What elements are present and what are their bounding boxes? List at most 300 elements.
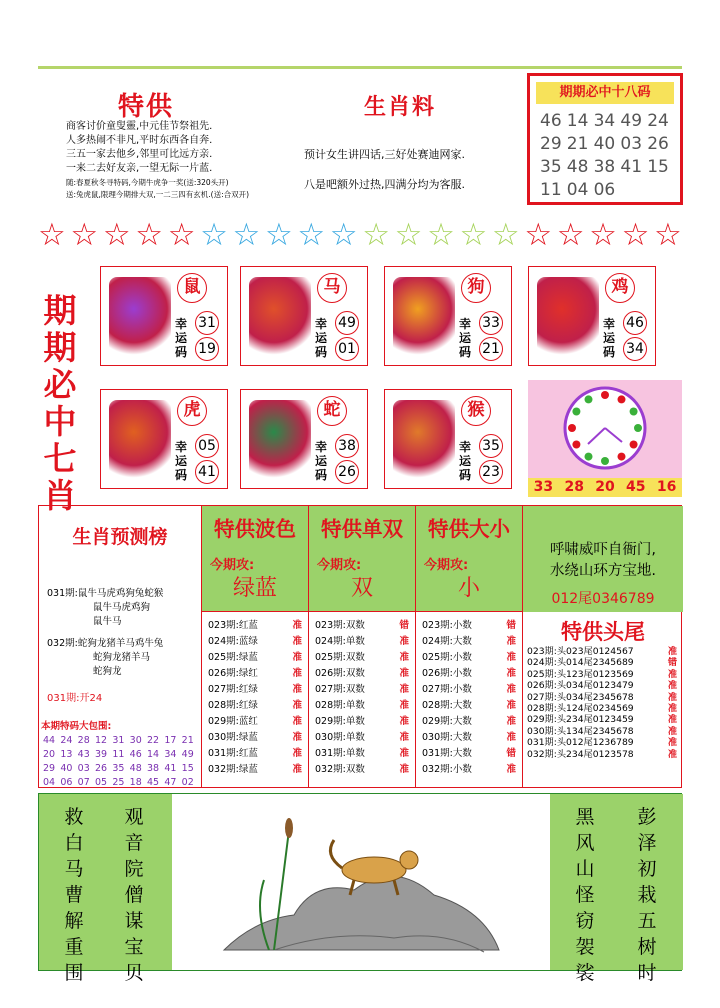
danshuang-row bbox=[315, 730, 415, 746]
forecast-table bbox=[38, 505, 682, 788]
bose-attack-label: 今期攻: bbox=[210, 558, 255, 573]
clock-dot bbox=[601, 457, 609, 465]
row-period: 029期: bbox=[422, 716, 453, 727]
predict-line: 031期:鼠牛马虎鸡狗兔蛇猴 bbox=[47, 588, 164, 599]
lucky-label: 幸运码 bbox=[175, 440, 188, 482]
star-icon: ☆ bbox=[654, 217, 682, 253]
daxiao-row bbox=[422, 698, 522, 714]
bigbag-number: 41 bbox=[164, 763, 177, 774]
row-result: 准 bbox=[506, 764, 516, 775]
lucky-number: 41 bbox=[195, 460, 219, 484]
zodiac-card bbox=[240, 266, 368, 366]
bose-row bbox=[208, 618, 308, 634]
lucky-number: 38 bbox=[335, 434, 359, 458]
eighteen-codes-title: 期期必中十八码 bbox=[536, 82, 674, 104]
left-poem-col1: 救白马曹解重围 bbox=[64, 806, 84, 984]
row-value: 小数 bbox=[452, 620, 472, 631]
row-value: 头034尾0123479 bbox=[556, 680, 634, 692]
note-line: 随:春夏秋冬寻特码,今期牛虎争一奖(送:320头开) bbox=[66, 178, 229, 187]
code-number: 35 bbox=[540, 157, 562, 177]
predict-line: 鼠牛马虎鸡狗 bbox=[93, 602, 151, 613]
row-period: 028期: bbox=[422, 700, 453, 711]
row-value: 大数 bbox=[452, 716, 472, 727]
eighteen-codes-grid bbox=[530, 104, 680, 202]
row-result: 准 bbox=[399, 732, 409, 743]
zodiac-card bbox=[384, 389, 512, 489]
row-value: 双数 bbox=[345, 620, 365, 631]
row-result: 准 bbox=[399, 716, 409, 727]
row-period: 023期: bbox=[422, 620, 453, 631]
zodiac-name: 鼠 bbox=[177, 273, 207, 303]
bose-row bbox=[208, 762, 308, 778]
row-value: 绿蓝 bbox=[238, 764, 258, 775]
row-result: 准 bbox=[667, 668, 677, 680]
star-icon: ☆ bbox=[102, 217, 131, 253]
row-period: 030期: bbox=[422, 732, 453, 743]
row-value: 头014尾2345689 bbox=[556, 657, 634, 669]
code-number: 03 bbox=[620, 134, 643, 154]
toutail-rows bbox=[523, 646, 683, 760]
code-number: 38 bbox=[593, 157, 616, 177]
toutail-row bbox=[527, 680, 683, 691]
row-period: 029期: bbox=[527, 714, 557, 726]
row-period: 025期: bbox=[315, 652, 346, 663]
tegong-title: 特供 bbox=[118, 92, 175, 122]
clock-dot bbox=[572, 408, 580, 416]
row-value: 红绿 bbox=[238, 700, 258, 711]
row-value: 双数 bbox=[345, 684, 365, 695]
code-number: 24 bbox=[647, 111, 669, 131]
row-period: 027期: bbox=[315, 684, 346, 695]
zodiac-card bbox=[384, 266, 512, 366]
toutail-row bbox=[527, 692, 683, 703]
row-period: 023期: bbox=[315, 620, 346, 631]
row-result: 准 bbox=[506, 652, 516, 663]
star-icon: ☆ bbox=[167, 217, 196, 253]
row-result: 准 bbox=[292, 668, 302, 679]
bose-row bbox=[208, 746, 308, 762]
row-result: 错 bbox=[667, 657, 677, 669]
clock-icon bbox=[528, 380, 682, 478]
bigbag-number: 44 bbox=[43, 735, 56, 746]
row-period: 025期: bbox=[422, 652, 453, 663]
row-result: 错 bbox=[399, 620, 409, 631]
row-value: 单数 bbox=[345, 748, 365, 759]
row-period: 028期: bbox=[208, 700, 239, 711]
row-period: 026期: bbox=[422, 668, 453, 679]
row-value: 双数 bbox=[345, 668, 365, 679]
row-value: 单数 bbox=[345, 732, 365, 743]
toutail-column bbox=[523, 506, 683, 787]
toutail-row bbox=[527, 669, 683, 680]
danshuang-header-cell bbox=[309, 506, 415, 612]
lucky-label: 幸运码 bbox=[459, 317, 472, 359]
row-result: 准 bbox=[667, 748, 677, 760]
danshuang-row bbox=[315, 682, 415, 698]
code-number: 48 bbox=[566, 157, 589, 177]
tegong-poem bbox=[66, 120, 286, 176]
row-value: 蓝红 bbox=[238, 716, 258, 727]
row-result: 准 bbox=[399, 652, 409, 663]
tegong-notes bbox=[66, 177, 326, 201]
zodiac-papercut-image bbox=[537, 277, 599, 357]
star-icon: ☆ bbox=[394, 217, 423, 253]
row-period: 023期: bbox=[208, 620, 239, 631]
row-result: 准 bbox=[292, 684, 302, 695]
predict-031 bbox=[39, 587, 201, 629]
row-period: 031期: bbox=[315, 748, 346, 759]
code-number: 34 bbox=[593, 111, 616, 131]
danshuang-attack-label: 今期攻: bbox=[317, 558, 362, 573]
zodiac-papercut-image bbox=[249, 277, 311, 357]
bigbag-grid bbox=[39, 732, 201, 790]
bose-row bbox=[208, 650, 308, 666]
row-value: 单数 bbox=[345, 636, 365, 647]
left-poem bbox=[39, 794, 172, 984]
bose-row bbox=[208, 730, 308, 746]
bigbag-number: 12 bbox=[95, 735, 108, 746]
clock-dot bbox=[585, 395, 593, 403]
bose-row bbox=[208, 682, 308, 698]
lucky-number: 05 bbox=[195, 434, 219, 458]
daxiao-row bbox=[422, 618, 522, 634]
clock-dot bbox=[568, 424, 576, 432]
bigbag-number: 47 bbox=[164, 777, 177, 788]
clock-dot bbox=[618, 395, 626, 403]
row-value: 头034尾2345678 bbox=[556, 691, 634, 703]
row-result: 准 bbox=[667, 737, 677, 749]
toutail-row bbox=[527, 749, 683, 760]
row-value: 头234尾0123459 bbox=[556, 714, 634, 726]
toutail-row bbox=[527, 646, 683, 657]
row-period: 032期: bbox=[208, 764, 239, 775]
danshuang-row bbox=[315, 746, 415, 762]
right-poem bbox=[550, 794, 683, 984]
danshuang-row bbox=[315, 650, 415, 666]
row-result: 准 bbox=[506, 716, 516, 727]
lucky-number: 31 bbox=[195, 311, 219, 335]
predict-line: 032期:蛇狗龙猪羊马鸡牛兔 bbox=[47, 638, 164, 649]
row-period: 030期: bbox=[527, 725, 557, 737]
row-result: 错 bbox=[506, 748, 516, 759]
row-result: 准 bbox=[292, 748, 302, 759]
daxiao-row bbox=[422, 714, 522, 730]
bigbag-number: 06 bbox=[60, 777, 73, 788]
row-value: 红绿 bbox=[238, 684, 258, 695]
bigbag-number: 22 bbox=[147, 735, 160, 746]
bigbag-number: 11 bbox=[112, 749, 125, 760]
row-result: 准 bbox=[506, 684, 516, 695]
star-icon: ☆ bbox=[589, 217, 617, 253]
row-value: 小数 bbox=[452, 652, 472, 663]
predict-title: 生肖预测榜 bbox=[72, 526, 168, 548]
lucky-number: 34 bbox=[623, 337, 647, 361]
bigbag-number: 34 bbox=[164, 749, 177, 760]
code-number: 14 bbox=[566, 111, 589, 131]
row-result: 准 bbox=[667, 691, 677, 703]
bose-rows bbox=[202, 612, 308, 778]
predict-open: 031期:开24 bbox=[47, 693, 103, 704]
daxiao-row bbox=[422, 730, 522, 746]
star-icon: ☆ bbox=[264, 217, 293, 253]
zodiac-papercut-image bbox=[393, 400, 455, 480]
clock-numbers bbox=[528, 478, 682, 497]
daxiao-row bbox=[422, 634, 522, 650]
clock-dot bbox=[572, 441, 580, 449]
note-line: 送:兔虎鼠,限理今期排大双,一二三四有玄机.(送:合双开) bbox=[66, 190, 250, 199]
zodiac-card bbox=[100, 389, 228, 489]
poem-line: 呼啸威吓自衙门, bbox=[549, 542, 657, 558]
star-icon: ☆ bbox=[491, 217, 520, 253]
predict-line: 蛇狗龙 bbox=[93, 666, 122, 677]
danshuang-row bbox=[315, 762, 415, 778]
bigbag-number: 03 bbox=[77, 763, 90, 774]
row-result: 准 bbox=[667, 680, 677, 692]
seven-zodiac-title bbox=[38, 292, 82, 514]
row-period: 032期: bbox=[422, 764, 453, 775]
bigbag-number: 28 bbox=[77, 735, 90, 746]
row-result: 准 bbox=[506, 668, 516, 679]
zodiac-name: 蛇 bbox=[317, 396, 347, 426]
bigbag-number: 49 bbox=[181, 749, 194, 760]
lucky-number: 35 bbox=[479, 434, 503, 458]
row-value: 小数 bbox=[452, 764, 472, 775]
bose-row bbox=[208, 666, 308, 682]
toutail-row bbox=[527, 714, 683, 725]
row-result: 准 bbox=[667, 646, 677, 657]
daxiao-row bbox=[422, 666, 522, 682]
daxiao-rows bbox=[416, 612, 522, 778]
lucky-number: 21 bbox=[479, 337, 503, 361]
poem-line: 三五一家去他乡,邻里可比远方亲. bbox=[66, 149, 213, 160]
code-number: 21 bbox=[566, 134, 589, 154]
row-period: 027期: bbox=[208, 684, 239, 695]
row-value: 红蓝 bbox=[238, 620, 258, 631]
top-divider bbox=[38, 66, 682, 69]
code-number: 06 bbox=[593, 180, 616, 200]
danshuang-row bbox=[315, 618, 415, 634]
row-period: 031期: bbox=[208, 748, 239, 759]
bose-row bbox=[208, 714, 308, 730]
row-value: 大数 bbox=[452, 700, 472, 711]
right-poem-col1: 黑风山怪窃袈裟 bbox=[575, 806, 595, 984]
row-result: 准 bbox=[292, 764, 302, 775]
zodiac-name: 虎 bbox=[177, 396, 207, 426]
bigbag-number: 31 bbox=[112, 735, 125, 746]
row-value: 绿红 bbox=[238, 668, 258, 679]
bigbag-number: 05 bbox=[95, 777, 108, 788]
bigbag-number: 38 bbox=[147, 763, 160, 774]
clock-dot bbox=[630, 408, 638, 416]
lucky-number: 46 bbox=[623, 311, 647, 335]
bigbag-title: 本期特码大包围: bbox=[41, 721, 112, 732]
poem-line: 水绕山环方宝地. bbox=[549, 563, 657, 579]
row-value: 头123尾0123569 bbox=[556, 668, 634, 680]
tail-codes: 012尾0346789 bbox=[551, 591, 655, 607]
row-value: 大数 bbox=[452, 732, 472, 743]
star-row bbox=[38, 218, 682, 252]
lucky-number: 33 bbox=[479, 311, 503, 335]
row-result: 准 bbox=[667, 714, 677, 726]
clock-dot bbox=[634, 424, 642, 432]
bigbag-number: 29 bbox=[43, 763, 56, 774]
row-period: 023期: bbox=[527, 646, 557, 657]
danshuang-row bbox=[315, 714, 415, 730]
row-value: 小数 bbox=[452, 668, 472, 679]
star-icon: ☆ bbox=[297, 217, 326, 253]
lucky-label: 幸运码 bbox=[315, 440, 328, 482]
bigbag-number: 24 bbox=[60, 735, 73, 746]
predict-line: 鼠牛马 bbox=[93, 616, 122, 627]
bigbag-number: 26 bbox=[95, 763, 108, 774]
bigbag-number: 17 bbox=[164, 735, 177, 746]
row-result: 准 bbox=[506, 732, 516, 743]
right-poem-col2: 彭泽初栽五树时 bbox=[637, 806, 657, 984]
row-result: 准 bbox=[399, 668, 409, 679]
row-period: 032期: bbox=[527, 748, 557, 760]
shengxiao-title: 生肖料 bbox=[364, 95, 437, 120]
bigbag-number: 35 bbox=[112, 763, 125, 774]
row-value: 大数 bbox=[452, 636, 472, 647]
row-period: 027期: bbox=[527, 691, 557, 703]
bigbag-number: 04 bbox=[43, 777, 56, 788]
bose-row bbox=[208, 698, 308, 714]
zodiac-card bbox=[100, 266, 228, 366]
bigbag-number: 14 bbox=[147, 749, 160, 760]
danshuang-attack-value: 双 bbox=[350, 576, 373, 601]
daxiao-title: 特供大小 bbox=[428, 517, 510, 541]
row-period: 029期: bbox=[315, 716, 346, 727]
row-result: 准 bbox=[667, 703, 677, 715]
row-value: 双数 bbox=[345, 652, 365, 663]
poem-line: 人多热闹不非凡,平时东西各自奔. bbox=[66, 135, 213, 146]
row-value: 小数 bbox=[452, 684, 472, 695]
bigbag-number: 21 bbox=[181, 735, 194, 746]
row-period: 024期: bbox=[208, 636, 239, 647]
lucky-label: 幸运码 bbox=[459, 440, 472, 482]
bottom-panel bbox=[38, 793, 682, 984]
code-number: 11 bbox=[540, 180, 562, 200]
row-period: 031期: bbox=[527, 737, 557, 749]
bose-column bbox=[202, 506, 309, 787]
bose-header-cell bbox=[202, 506, 308, 612]
row-value: 单数 bbox=[345, 700, 365, 711]
row-value: 绿蓝 bbox=[238, 652, 258, 663]
row-period: 026期: bbox=[527, 680, 557, 692]
clock-dot bbox=[630, 441, 638, 449]
zodiac-name: 狗 bbox=[461, 273, 491, 303]
row-period: 030期: bbox=[315, 732, 346, 743]
row-result: 准 bbox=[292, 652, 302, 663]
leopard-rock-illustration bbox=[214, 800, 504, 964]
lucky-number: 26 bbox=[335, 460, 359, 484]
row-period: 025期: bbox=[208, 652, 239, 663]
row-period: 028期: bbox=[527, 703, 557, 715]
clock-number: 20 bbox=[595, 479, 615, 495]
daxiao-attack-value: 小 bbox=[457, 576, 480, 601]
row-value: 绿蓝 bbox=[238, 732, 258, 743]
star-icon: ☆ bbox=[621, 217, 650, 253]
row-period: 025期: bbox=[527, 668, 557, 680]
row-value: 单数 bbox=[345, 716, 365, 727]
row-result: 准 bbox=[292, 716, 302, 727]
bigbag-number: 39 bbox=[95, 749, 108, 760]
lucky-label: 幸运码 bbox=[603, 317, 616, 359]
row-period: 030期: bbox=[208, 732, 239, 743]
row-period: 028期: bbox=[315, 700, 346, 711]
bigbag-number: 07 bbox=[77, 777, 90, 788]
row-period: 032期: bbox=[315, 764, 346, 775]
predict-032 bbox=[39, 637, 201, 679]
bigbag-number: 48 bbox=[129, 763, 142, 774]
bigbag-number: 46 bbox=[129, 749, 142, 760]
row-period: 024期: bbox=[315, 636, 346, 647]
zodiac-name: 马 bbox=[317, 273, 347, 303]
daxiao-row bbox=[422, 650, 522, 666]
star-icon: ☆ bbox=[556, 217, 585, 253]
row-value: 头134尾2345678 bbox=[556, 725, 634, 737]
row-period: 026期: bbox=[208, 668, 239, 679]
code-number: 40 bbox=[593, 134, 616, 154]
bose-attack-value: 绿蓝 bbox=[232, 576, 277, 601]
daxiao-row bbox=[422, 762, 522, 778]
row-period: 024期: bbox=[422, 636, 453, 647]
star-icon: ☆ bbox=[232, 217, 261, 253]
predict-line: 蛇狗龙猪羊马 bbox=[93, 652, 151, 663]
row-period: 026期: bbox=[315, 668, 346, 679]
row-result: 准 bbox=[292, 700, 302, 711]
row-result: 准 bbox=[399, 684, 409, 695]
poem-line: 商客讨价童叟靈,中元佳节祭祖先. bbox=[66, 121, 213, 132]
row-value: 头012尾1236789 bbox=[556, 737, 634, 749]
lucky-label: 幸运码 bbox=[315, 317, 328, 359]
eighteen-codes-box bbox=[527, 73, 683, 205]
row-period: 027期: bbox=[422, 684, 453, 695]
danshuang-title: 特供单双 bbox=[321, 517, 403, 541]
clock-dot bbox=[601, 391, 609, 399]
code-number: 49 bbox=[620, 111, 643, 131]
row-result: 准 bbox=[292, 732, 302, 743]
toutail-row bbox=[527, 703, 683, 714]
bose-row bbox=[208, 634, 308, 650]
row-result: 准 bbox=[399, 748, 409, 759]
zodiac-name: 鸡 bbox=[605, 273, 635, 303]
star-icon: ☆ bbox=[459, 217, 488, 253]
danshuang-row bbox=[315, 666, 415, 682]
daxiao-attack-label: 今期攻: bbox=[424, 558, 469, 573]
bigbag-number: 40 bbox=[60, 763, 73, 774]
row-result: 准 bbox=[506, 700, 516, 711]
toutail-poem bbox=[523, 506, 683, 612]
bigbag-number: 25 bbox=[112, 777, 125, 788]
daxiao-row bbox=[422, 746, 522, 762]
code-number: 41 bbox=[620, 157, 643, 177]
clock-number: 16 bbox=[656, 479, 677, 495]
lucky-number: 01 bbox=[335, 337, 359, 361]
zodiac-papercut-image bbox=[109, 400, 171, 480]
code-number: 29 bbox=[540, 134, 562, 154]
code-number: 26 bbox=[647, 134, 669, 154]
toutail-title: 特供头尾 bbox=[561, 620, 645, 644]
danshuang-row bbox=[315, 698, 415, 714]
bigbag-number: 02 bbox=[181, 777, 194, 788]
row-value: 蓝绿 bbox=[238, 636, 258, 647]
row-result: 准 bbox=[399, 764, 409, 775]
row-result: 准 bbox=[399, 700, 409, 711]
zodiac-papercut-image bbox=[393, 277, 455, 357]
bigbag-number: 45 bbox=[147, 777, 160, 788]
clock-dot bbox=[618, 453, 626, 461]
